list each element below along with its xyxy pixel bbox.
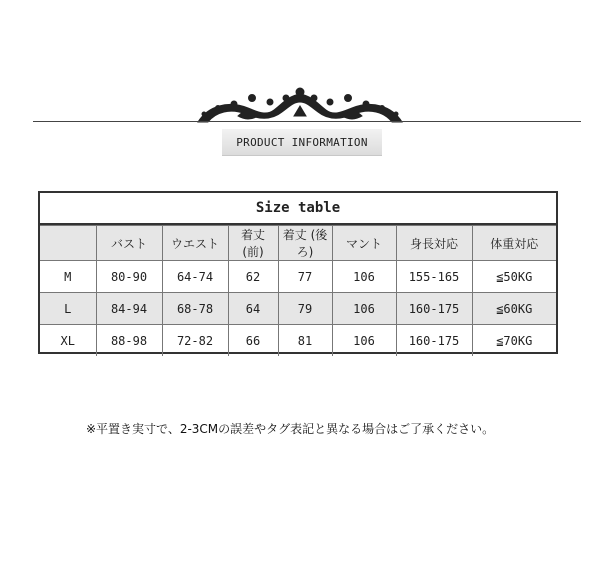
header-cell-weight: 体重対応	[472, 226, 556, 261]
size-table-title: Size table	[40, 193, 556, 225]
height-cell: 155-165	[396, 261, 472, 293]
cape-cell: 106	[332, 325, 396, 357]
length-front-cell: 66	[228, 325, 278, 357]
size-cell: L	[40, 293, 96, 325]
weight-cell: ≦50KG	[472, 261, 556, 293]
height-cell: 160-175	[396, 293, 472, 325]
header-cell-length-front: 着丈 (前)	[228, 226, 278, 261]
size-table	[38, 191, 558, 354]
size-cell: XL	[40, 325, 96, 357]
bust-cell: 88-98	[96, 325, 162, 357]
length-front-cell: 64	[228, 293, 278, 325]
header-cell-waist: ウエスト	[162, 226, 228, 261]
header-cell-height: 身長対応	[396, 226, 472, 261]
height-cell: 160-175	[396, 325, 472, 357]
divider-line	[33, 121, 581, 122]
length-back-cell: 79	[278, 293, 332, 325]
waist-cell: 64-74	[162, 261, 228, 293]
table-row	[40, 325, 556, 357]
length-back-cell: 77	[278, 261, 332, 293]
header-cell-bust: バスト	[96, 226, 162, 261]
table-row	[40, 261, 556, 293]
weight-cell: ≦70KG	[472, 325, 556, 357]
ornamental-flourish-icon	[178, 86, 422, 126]
cape-cell: 106	[332, 293, 396, 325]
header-cell-cape: マント	[332, 226, 396, 261]
weight-cell: ≦60KG	[472, 293, 556, 325]
length-back-cell: 81	[278, 325, 332, 357]
length-front-cell: 62	[228, 261, 278, 293]
size-cell: M	[40, 261, 96, 293]
bust-cell: 80-90	[96, 261, 162, 293]
cape-cell: 106	[332, 261, 396, 293]
size-table-grid	[40, 225, 556, 356]
header-cell-empty	[40, 226, 96, 261]
bust-cell: 84-94	[96, 293, 162, 325]
waist-cell: 68-78	[162, 293, 228, 325]
table-row	[40, 293, 556, 325]
size-table-header-row	[40, 226, 556, 261]
measurement-note: ※平置き実寸で、2-3CMの誤差やタグ表記と異なる場合はご了承ください。	[86, 422, 495, 436]
product-information-label: PRODUCT INFORMATION	[222, 129, 382, 156]
waist-cell: 72-82	[162, 325, 228, 357]
header-cell-length-back: 着丈 (後ろ)	[278, 226, 332, 261]
